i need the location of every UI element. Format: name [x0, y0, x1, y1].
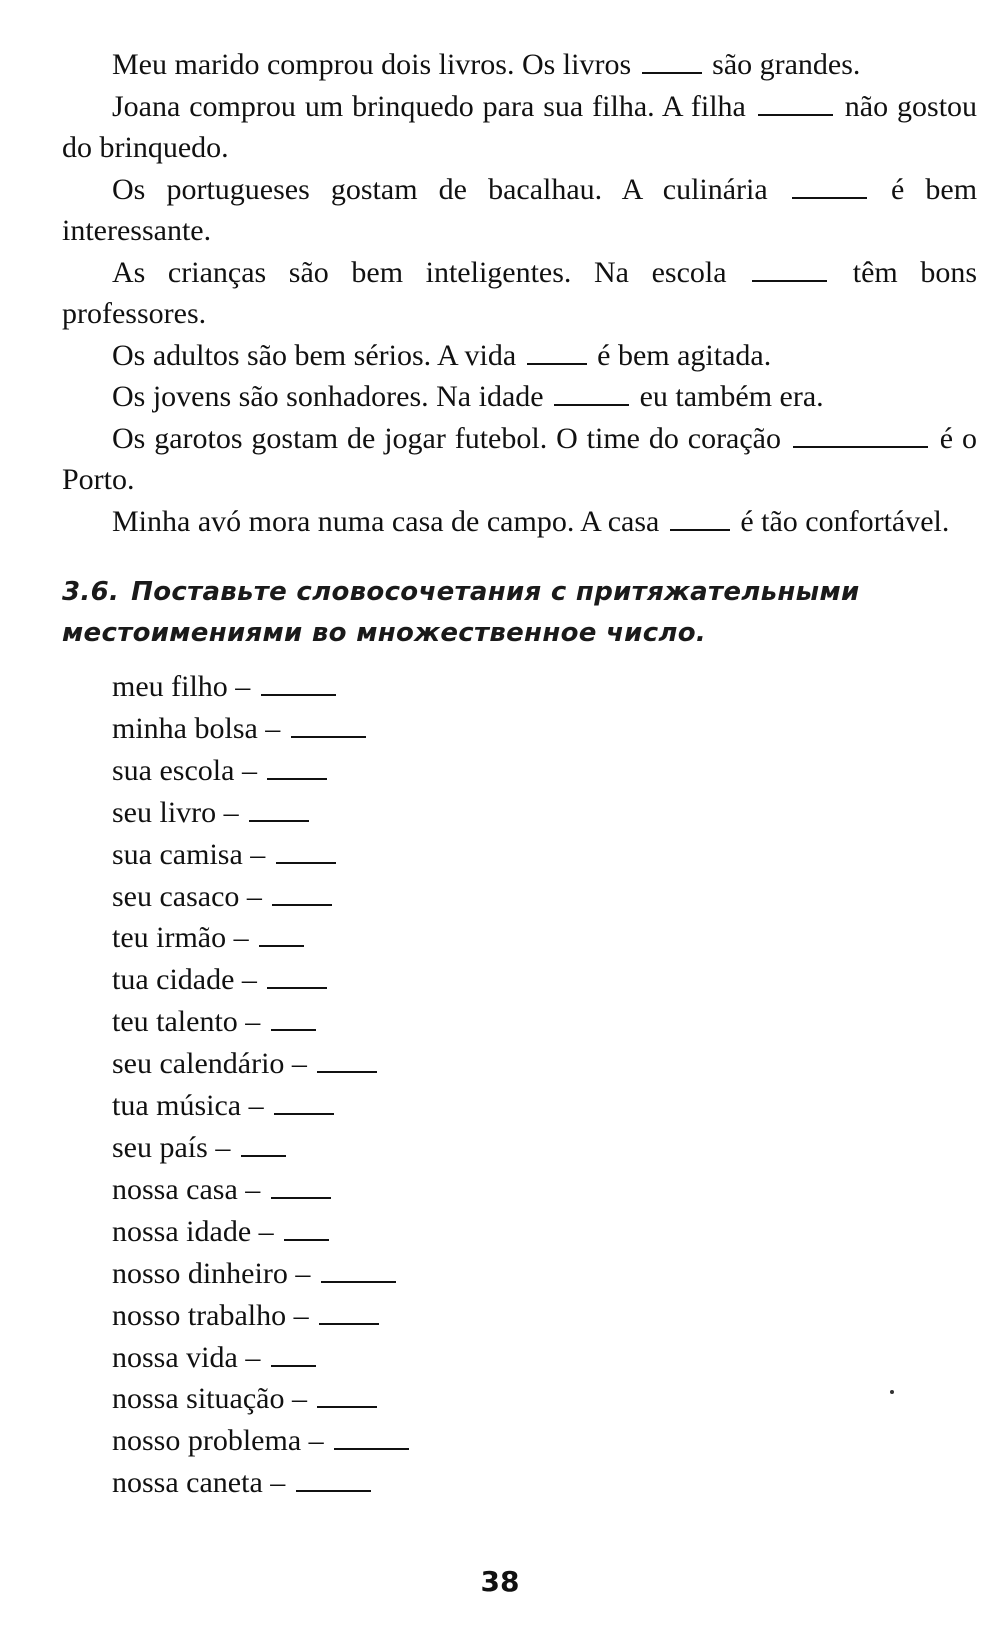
sentence-after-blank: não gostou do brinquedo.: [62, 89, 978, 164]
item-phrase: seu casaco –: [112, 879, 262, 913]
item-phrase: sua escola –: [112, 753, 257, 787]
answer-blank[interactable]: [271, 1171, 331, 1199]
exercise-item: [112, 666, 977, 708]
sentence-after-blank: é bem agitada.: [597, 338, 772, 372]
item-phrase: teu irmão –: [112, 921, 249, 955]
sentence-before-blank: Os garotos gostam de jogar futebol. O time do coração: [112, 421, 781, 455]
item-phrase: nossa vida –: [112, 1340, 261, 1374]
exercise-item: [112, 1420, 977, 1462]
exercise-item: [112, 792, 977, 834]
sentence-before-blank: Os portugueses gostam de bacalhau. A culinária: [112, 172, 768, 206]
sentence-paragraph: [62, 376, 977, 418]
answer-blank[interactable]: [272, 878, 332, 906]
answer-blank[interactable]: [261, 668, 336, 696]
exercise-number: 3.6.: [62, 577, 120, 607]
item-phrase: seu livro –: [112, 795, 239, 829]
sentence-after-blank: eu também era.: [639, 380, 824, 413]
exercise-item: [112, 750, 977, 792]
answer-blank[interactable]: [267, 961, 327, 989]
item-phrase: sua camisa –: [112, 837, 266, 871]
exercise-item: [112, 876, 977, 918]
answer-blank[interactable]: [276, 836, 336, 864]
answer-blank[interactable]: [321, 1255, 396, 1283]
item-phrase: teu talento –: [112, 1005, 261, 1039]
item-phrase: nossa idade –: [112, 1214, 274, 1248]
answer-blank[interactable]: [792, 171, 867, 199]
scan-speck: [890, 1390, 894, 1394]
answer-blank[interactable]: [291, 710, 366, 738]
answer-blank[interactable]: [758, 88, 833, 116]
exercise-item-list: [62, 666, 977, 1504]
item-phrase: tua música –: [112, 1089, 264, 1123]
sentence-after-blank: é tão confortável.: [740, 504, 950, 538]
sentence-paragraph: [62, 501, 977, 543]
exercise-item: [112, 708, 977, 750]
answer-blank[interactable]: [241, 1129, 286, 1157]
sentence-after-blank: é bem interessante.: [62, 172, 978, 247]
sentence-paragraph: [62, 44, 977, 86]
answer-blank[interactable]: [752, 254, 827, 282]
answer-blank[interactable]: [271, 1003, 316, 1031]
answer-blank[interactable]: [259, 919, 304, 947]
answer-blank[interactable]: [642, 46, 702, 74]
exercise-item: [112, 1085, 977, 1127]
fill-in-sentences: [62, 44, 977, 542]
item-phrase: nossa situação –: [112, 1382, 307, 1416]
sentence-paragraph: [62, 86, 977, 169]
sentence-before-blank: Meu marido comprou dois livros. Os livros: [112, 48, 632, 81]
book-page: [62, 44, 977, 1504]
sentence-paragraph: [62, 335, 977, 377]
exercise-item: [112, 1378, 977, 1420]
item-phrase: nossa casa –: [112, 1172, 261, 1206]
sentence-paragraph: [62, 252, 977, 335]
exercise-item: [112, 1253, 977, 1295]
answer-blank[interactable]: [274, 1087, 334, 1115]
answer-blank[interactable]: [271, 1339, 316, 1367]
answer-blank[interactable]: [296, 1464, 371, 1492]
answer-blank[interactable]: [334, 1422, 409, 1450]
item-phrase: nosso dinheiro –: [112, 1256, 311, 1290]
sentence-before-blank: Minha avó mora numa casa de campo. A casa: [112, 504, 660, 538]
sentence-after-blank: são grandes.: [712, 48, 861, 81]
exercise-item: [112, 1462, 977, 1504]
exercise-heading: [62, 572, 977, 654]
sentence-after-blank: têm bons professores.: [62, 255, 977, 330]
answer-blank[interactable]: [527, 337, 587, 365]
answer-blank[interactable]: [317, 1380, 377, 1408]
item-phrase: seu calendário –: [112, 1047, 307, 1081]
exercise-item: [112, 1211, 977, 1253]
sentence-before-blank: Os jovens são sonhadores. Na idade: [112, 380, 544, 413]
exercise-item: [112, 1043, 977, 1085]
answer-blank[interactable]: [793, 420, 928, 448]
item-phrase: nosso trabalho –: [112, 1298, 309, 1332]
exercise-item: [112, 917, 977, 959]
answer-blank[interactable]: [249, 794, 309, 822]
item-phrase: meu filho –: [112, 670, 251, 703]
item-phrase: nosso problema –: [112, 1424, 324, 1458]
answer-blank[interactable]: [284, 1213, 329, 1241]
sentence-before-blank: As crianças são bem inteligentes. Na escola: [112, 255, 727, 289]
exercise-item: [112, 1169, 977, 1211]
sentence-after-blank: é o Porto.: [62, 421, 977, 496]
item-phrase: seu país –: [112, 1130, 231, 1164]
answer-blank[interactable]: [670, 503, 730, 531]
sentence-before-blank: Joana comprou um brinquedo para sua filha. A filha: [112, 89, 746, 123]
exercise-item: [112, 1295, 977, 1337]
sentence-paragraph: [62, 418, 977, 501]
answer-blank[interactable]: [554, 378, 629, 406]
sentence-paragraph: [62, 169, 977, 252]
exercise-item: [112, 959, 977, 1001]
answer-blank[interactable]: [319, 1297, 379, 1325]
item-phrase: nossa caneta –: [112, 1466, 286, 1500]
item-phrase: minha bolsa –: [112, 711, 281, 745]
answer-blank[interactable]: [267, 752, 327, 780]
exercise-item: [112, 1127, 977, 1169]
page-number: 38: [480, 1565, 520, 1598]
sentence-before-blank: Os adultos são bem sérios. A vida: [112, 338, 517, 372]
answer-blank[interactable]: [317, 1045, 377, 1073]
exercise-item: [112, 1337, 977, 1379]
exercise-item: [112, 1001, 977, 1043]
exercise-instruction: Поставьте словосочетания с притяжательными местоимениями во множественное число.: [62, 577, 860, 648]
exercise-item: [112, 834, 977, 876]
item-phrase: tua cidade –: [112, 963, 257, 997]
